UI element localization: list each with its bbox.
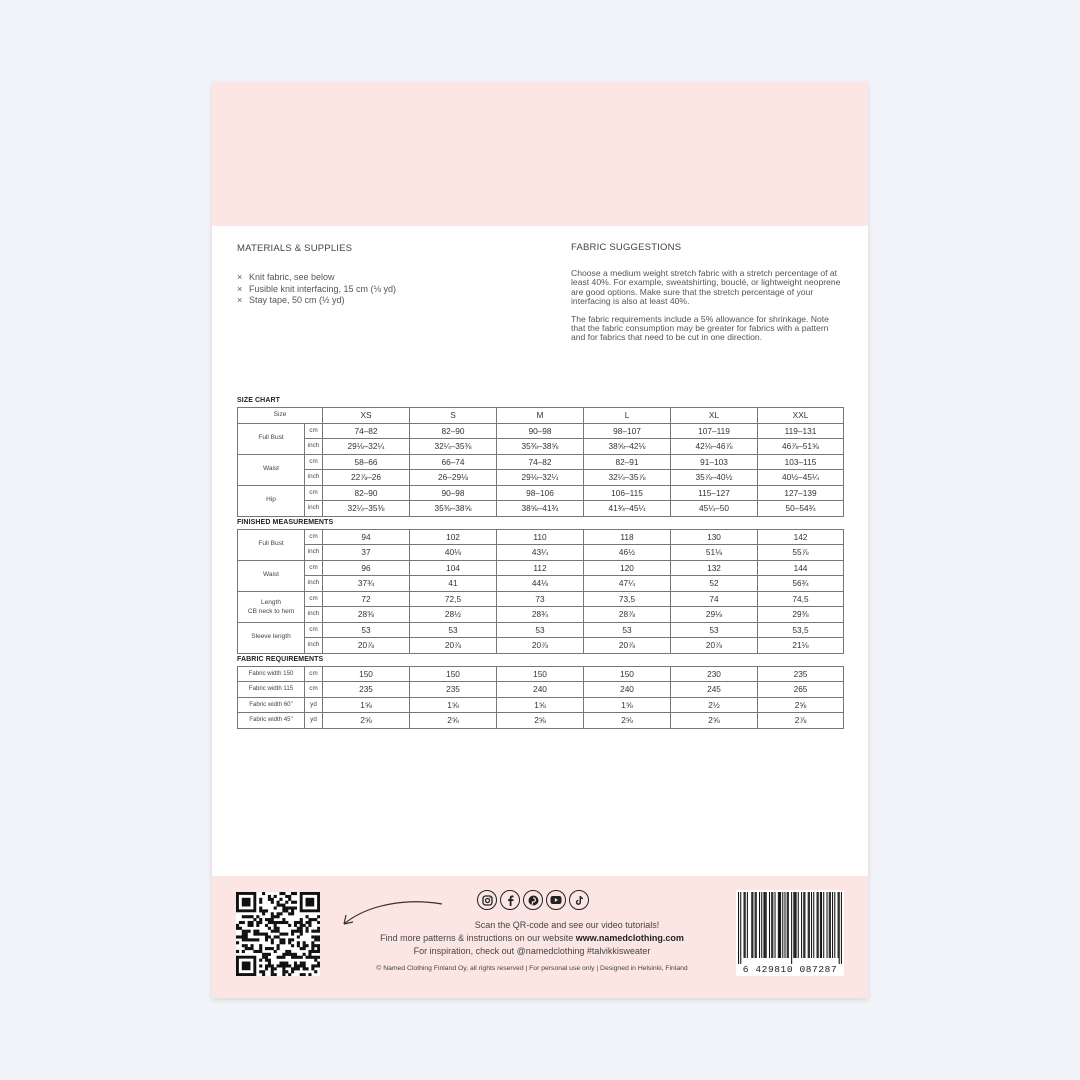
- value-cell: 53: [584, 622, 671, 638]
- value-cell: 2⅞: [758, 713, 844, 729]
- value-cell: 44⅛: [497, 576, 584, 592]
- value-cell: 32¼–35⅞: [584, 470, 671, 486]
- unit-cell: cm: [305, 529, 323, 545]
- value-cell: 42⅛–46⅞: [671, 439, 758, 455]
- row-label: [238, 529, 305, 560]
- unit-cell: cm: [305, 666, 323, 682]
- table-row: [238, 638, 844, 654]
- unit-cell: cm: [305, 682, 323, 698]
- unit-cell: yd: [305, 713, 323, 729]
- website-prefix: Find more patterns & instructions on our website: [380, 933, 576, 943]
- table-row: [238, 545, 844, 561]
- row-label: [238, 622, 305, 653]
- value-cell: 102: [410, 529, 497, 545]
- row-label-text: Length: [261, 598, 281, 606]
- value-cell: 40⅛: [410, 545, 497, 561]
- size-header-cell: S: [410, 408, 497, 424]
- value-cell: 90–98: [410, 485, 497, 501]
- value-cell: 119–131: [758, 423, 844, 439]
- value-cell: 37¾: [323, 576, 410, 592]
- size-header-cell: XS: [323, 408, 410, 424]
- row-label: Fabric width 115: [238, 682, 305, 698]
- unit-cell: yd: [305, 697, 323, 713]
- value-cell: 245: [671, 682, 758, 698]
- measurement-tables: [237, 395, 843, 729]
- row-label-text: Sleeve length: [251, 633, 291, 641]
- row-label: Fabric width 150: [238, 666, 305, 682]
- value-cell: 53: [497, 622, 584, 638]
- value-cell: 46½: [584, 545, 671, 561]
- value-cell: 47¼: [584, 576, 671, 592]
- scan-text: Scan the QR-code and see our video tutorials!: [474, 920, 660, 930]
- table-row: [238, 529, 844, 545]
- value-cell: 106–115: [584, 485, 671, 501]
- value-cell: 32¼–35⅜: [323, 501, 410, 517]
- value-cell: 29⅛–32¼: [497, 470, 584, 486]
- row-label-text: Full Bust: [258, 434, 284, 442]
- size-header-cell: M: [497, 408, 584, 424]
- value-cell: 150: [497, 666, 584, 682]
- value-cell: 2⅝: [410, 713, 497, 729]
- value-cell: 74–82: [323, 423, 410, 439]
- value-cell: 40½–45¼: [758, 470, 844, 486]
- value-cell: 150: [410, 666, 497, 682]
- value-cell: 107–119: [671, 423, 758, 439]
- fabric-suggestions-section: [571, 242, 843, 343]
- size-header-label: Size: [238, 408, 323, 424]
- value-cell: 1⅝: [497, 697, 584, 713]
- value-cell: 28¾: [497, 607, 584, 623]
- value-cell: 74–82: [497, 454, 584, 470]
- table-row: [238, 666, 844, 682]
- value-cell: 43¼: [497, 545, 584, 561]
- instagram-icon[interactable]: [477, 890, 497, 910]
- table-row: [238, 485, 844, 501]
- header-band: [212, 82, 868, 226]
- value-cell: 53,5: [758, 622, 844, 638]
- inspiration-line: For inspiration, check out @namedclothing #talvikkisweater: [413, 946, 651, 956]
- size-chart-table: [237, 407, 844, 517]
- materials-list: [237, 272, 527, 307]
- value-cell: 20⅞: [323, 638, 410, 654]
- value-cell: 90–98: [497, 423, 584, 439]
- pinterest-icon[interactable]: [523, 890, 543, 910]
- unit-cell: cm: [305, 485, 323, 501]
- unit-cell: cm: [305, 454, 323, 470]
- tiktok-icon[interactable]: [569, 890, 589, 910]
- unit-cell: cm: [305, 591, 323, 607]
- value-cell: 132: [671, 560, 758, 576]
- value-cell: 73: [497, 591, 584, 607]
- finished-measurements-title: FINISHED MEASUREMENTS: [237, 518, 334, 526]
- unit-cell: cm: [305, 622, 323, 638]
- bullet-mark: ×: [237, 283, 243, 294]
- materials-item: [237, 272, 527, 284]
- value-cell: 28⅞: [584, 607, 671, 623]
- footer-info: [342, 919, 722, 974]
- value-cell: 98–106: [497, 485, 584, 501]
- row-label: [238, 485, 305, 516]
- value-cell: 20⅞: [497, 638, 584, 654]
- unit-cell: inch: [305, 439, 323, 455]
- value-cell: 82–91: [584, 454, 671, 470]
- facebook-icon[interactable]: [500, 890, 520, 910]
- unit-cell: inch: [305, 576, 323, 592]
- value-cell: 110: [497, 529, 584, 545]
- social-icons: [477, 890, 589, 910]
- table-row: [238, 682, 844, 698]
- size-chart-title: SIZE CHART: [237, 397, 280, 404]
- value-cell: 1⅝: [410, 697, 497, 713]
- materials-item: [237, 295, 527, 307]
- value-cell: 2⅝: [584, 713, 671, 729]
- row-label: [238, 454, 305, 485]
- unit-cell: inch: [305, 470, 323, 486]
- value-cell: 58–66: [323, 454, 410, 470]
- fabric-paragraph-1: Choose a medium weight stretch fabric with a stretch percentage of at least 40%. For example, sweatshirting, bouclé, or lightweight neoprene are good options. Make sure that the stretch percentage of your interfacing is also at least 40%.: [571, 268, 841, 307]
- copyright-line: © Named Clothing Finland Oy, all rights reserved | For personal use only | Designed in Helsinki, Finland: [376, 965, 688, 972]
- value-cell: 98–107: [584, 423, 671, 439]
- unit-cell: inch: [305, 638, 323, 654]
- fabric-suggestions-heading: FABRIC SUGGESTIONS: [571, 242, 682, 253]
- materials-item-text: Fusible knit interfacing, 15 cm (⅛ yd): [249, 283, 397, 294]
- size-header-cell: XXL: [758, 408, 844, 424]
- value-cell: 1⅝: [584, 697, 671, 713]
- row-label-text: Waist: [262, 571, 279, 579]
- value-cell: 130: [671, 529, 758, 545]
- value-cell: 45¼–50: [671, 501, 758, 517]
- value-cell: 240: [584, 682, 671, 698]
- table-row: [238, 470, 844, 486]
- value-cell: 35⅜–38⅝: [497, 439, 584, 455]
- value-cell: 20⅞: [410, 638, 497, 654]
- barcode-number: 6 429810 087287: [742, 964, 838, 975]
- value-cell: 2⅝: [497, 713, 584, 729]
- value-cell: 38⅝–42⅛: [584, 439, 671, 455]
- value-cell: 21⅛: [758, 638, 844, 654]
- value-cell: 150: [584, 666, 671, 682]
- value-cell: 2⅝: [671, 713, 758, 729]
- value-cell: 32¼–35⅜: [410, 439, 497, 455]
- bullet-mark: ×: [237, 272, 243, 282]
- value-cell: 38⅝–41¾: [497, 501, 584, 517]
- value-cell: 127–139: [758, 485, 844, 501]
- fabric-requirements-title: FABRIC REQUIREMENTS: [237, 655, 324, 663]
- value-cell: 74: [671, 591, 758, 607]
- value-cell: 41: [410, 576, 497, 592]
- value-cell: 53: [671, 622, 758, 638]
- row-label-text: Full Bust: [258, 540, 284, 548]
- table-row: [238, 697, 844, 713]
- value-cell: 66–74: [410, 454, 497, 470]
- website-line: [342, 932, 722, 945]
- table-row: [238, 576, 844, 592]
- row-label: Fabric width 45": [238, 713, 305, 729]
- value-cell: 73,5: [584, 591, 671, 607]
- value-cell: 28⅜: [323, 607, 410, 623]
- barcode: [736, 890, 844, 976]
- value-cell: 35⅞–40½: [671, 470, 758, 486]
- value-cell: 53: [410, 622, 497, 638]
- value-cell: 1⅝: [323, 697, 410, 713]
- value-cell: 150: [323, 666, 410, 682]
- size-header-cell: XL: [671, 408, 758, 424]
- value-cell: 112: [497, 560, 584, 576]
- youtube-icon[interactable]: [546, 890, 566, 910]
- table-row: [238, 607, 844, 623]
- table-row: [238, 591, 844, 607]
- table-row: [238, 713, 844, 729]
- website-link[interactable]: www.namedclothing.com: [575, 933, 684, 943]
- unit-cell: inch: [305, 545, 323, 561]
- table-row: [238, 439, 844, 455]
- value-cell: 52: [671, 576, 758, 592]
- unit-cell: inch: [305, 501, 323, 517]
- materials-section: [237, 243, 527, 307]
- value-cell: 20⅞: [584, 638, 671, 654]
- unit-cell: cm: [305, 560, 323, 576]
- fabric-requirements-table: [237, 666, 844, 729]
- value-cell: 2⅝: [758, 697, 844, 713]
- materials-heading: MATERIALS & SUPPLIES: [237, 243, 353, 254]
- size-header-cell: L: [584, 408, 671, 424]
- value-cell: 56¾: [758, 576, 844, 592]
- value-cell: 2⅝: [323, 713, 410, 729]
- table-row: [238, 454, 844, 470]
- value-cell: 72,5: [410, 591, 497, 607]
- footer: [212, 876, 868, 998]
- value-cell: 29⅛: [671, 607, 758, 623]
- value-cell: 53: [323, 622, 410, 638]
- value-cell: 82–90: [323, 485, 410, 501]
- value-cell: 265: [758, 682, 844, 698]
- materials-item-text: Stay tape, 50 cm (½ yd): [249, 295, 345, 305]
- value-cell: 103–115: [758, 454, 844, 470]
- value-cell: 35⅜–38⅝: [410, 501, 497, 517]
- value-cell: 37: [323, 545, 410, 561]
- value-cell: 82–90: [410, 423, 497, 439]
- bullet-mark: ×: [237, 295, 243, 305]
- qr-code[interactable]: [236, 892, 320, 976]
- materials-item: [237, 284, 527, 296]
- value-cell: 230: [671, 666, 758, 682]
- row-label: [238, 560, 305, 591]
- value-cell: 74,5: [758, 591, 844, 607]
- value-cell: 51⅛: [671, 545, 758, 561]
- value-cell: 26–29⅛: [410, 470, 497, 486]
- value-cell: 20⅞: [671, 638, 758, 654]
- value-cell: 115–127: [671, 485, 758, 501]
- size-header-row: [238, 408, 844, 424]
- row-label-subtext: CB neck to hem: [247, 607, 295, 615]
- value-cell: 235: [410, 682, 497, 698]
- materials-item-text: Knit fabric, see below: [249, 272, 335, 282]
- table-row: [238, 560, 844, 576]
- finished-measurements-table: [237, 529, 844, 654]
- value-cell: 118: [584, 529, 671, 545]
- value-cell: 240: [497, 682, 584, 698]
- value-cell: 235: [758, 666, 844, 682]
- pattern-back-cover: [212, 82, 868, 998]
- value-cell: 55⅞: [758, 545, 844, 561]
- row-label-text: Waist: [262, 465, 279, 473]
- value-cell: 29⅛–32¼: [323, 439, 410, 455]
- table-row: [238, 622, 844, 638]
- value-cell: 235: [323, 682, 410, 698]
- value-cell: 22⅞–26: [323, 470, 410, 486]
- value-cell: 91–103: [671, 454, 758, 470]
- value-cell: 2½: [671, 697, 758, 713]
- value-cell: 120: [584, 560, 671, 576]
- value-cell: 41¾–45¼: [584, 501, 671, 517]
- value-cell: 104: [410, 560, 497, 576]
- value-cell: 72: [323, 591, 410, 607]
- row-label: [238, 423, 305, 454]
- table-row: [238, 423, 844, 439]
- unit-cell: cm: [305, 423, 323, 439]
- value-cell: 50–54¾: [758, 501, 844, 517]
- row-label: [238, 591, 305, 622]
- table-row: [238, 501, 844, 517]
- row-label: Fabric width 60": [238, 697, 305, 713]
- value-cell: 96: [323, 560, 410, 576]
- value-cell: 144: [758, 560, 844, 576]
- row-label-text: Hip: [266, 496, 276, 504]
- value-cell: 94: [323, 529, 410, 545]
- value-cell: 28½: [410, 607, 497, 623]
- value-cell: 46⅞–51⅝: [758, 439, 844, 455]
- value-cell: 142: [758, 529, 844, 545]
- unit-cell: inch: [305, 607, 323, 623]
- fabric-paragraph-2: The fabric requirements include a 5% allowance for shrinkage. Note that the fabric consumption may be greater for fabrics with a pattern and for fabrics that need to be cut in one direction.: [571, 313, 829, 343]
- value-cell: 29⅜: [758, 607, 844, 623]
